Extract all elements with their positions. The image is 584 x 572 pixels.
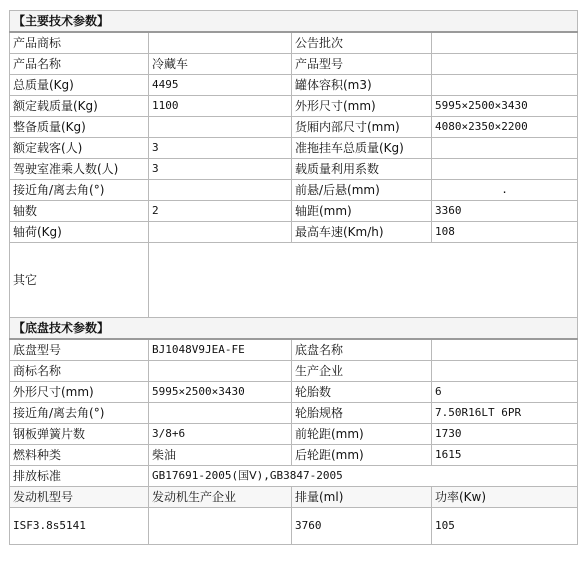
spec-value: 2 [149,201,292,222]
spec-value: 108 [432,222,578,243]
spec-value [432,159,578,180]
engine-header-row [10,487,578,508]
spec-value: 5995×2500×3430 [149,382,292,403]
spec-label: 轴数 [10,201,149,222]
table-row [10,201,578,222]
engine-maker-value [149,508,292,545]
table-row [10,445,578,466]
spec-value: 柴油 [149,445,292,466]
table-row [10,138,578,159]
table-row [10,75,578,96]
spec-label: 外形尺寸(mm) [292,96,432,117]
table-row [10,159,578,180]
spec-value [149,117,292,138]
table-row [10,32,578,54]
spec-value: BJ1048V9JEA-FE [149,339,292,361]
spec-label: 额定载质量(Kg) [10,96,149,117]
spec-value: 7.50R16LT 6PR [432,403,578,424]
spec-label: 后轮距(mm) [292,445,432,466]
chassis-section-title: 【底盘技术参数】 [10,318,578,340]
spec-label: 前轮距(mm) [292,424,432,445]
spec-value [432,361,578,382]
spec-label: 产品型号 [292,54,432,75]
spec-value: . [432,180,578,201]
engine-displacement-value: 3760 [292,508,432,545]
spec-label: 载质量利用系数 [292,159,432,180]
spec-value [149,222,292,243]
spec-label: 轮胎规格 [292,403,432,424]
spec-value: 3 [149,138,292,159]
spec-label: 货厢内部尺寸(mm) [292,117,432,138]
spec-value: 1730 [432,424,578,445]
spec-label: 外形尺寸(mm) [10,382,149,403]
spec-value [432,138,578,159]
spec-value [149,361,292,382]
spec-value: 3/8+6 [149,424,292,445]
spec-label: 生产企业 [292,361,432,382]
spec-label: 底盘名称 [292,339,432,361]
spec-label: 产品商标 [10,32,149,54]
spec-label: 商标名称 [10,361,149,382]
spec-label: 钢板弹簧片数 [10,424,149,445]
spec-label: 公告批次 [292,32,432,54]
spec-label: 额定载客(人) [10,138,149,159]
spec-label: 罐体容积(m3) [292,75,432,96]
table-row [10,96,578,117]
spec-label: 总质量(Kg) [10,75,149,96]
spec-value [432,339,578,361]
spec-label: 准拖挂车总质量(Kg) [292,138,432,159]
spec-label: 驾驶室准乘人数(人) [10,159,149,180]
spec-label: 接近角/离去角(°) [10,180,149,201]
other-label: 其它 [10,243,149,318]
spec-value [432,54,578,75]
spec-label: 接近角/离去角(°) [10,403,149,424]
spec-label: 轴荷(Kg) [10,222,149,243]
main-section-title: 【主要技术参数】 [10,11,578,33]
spec-value [149,403,292,424]
emission-value: GB17691-2005(国Ⅴ),GB3847-2005 [149,466,578,487]
emission-row [10,466,578,487]
engine-header-cell: 发动机型号 [10,487,149,508]
spec-table [9,10,578,545]
table-row [10,222,578,243]
engine-header-cell: 发动机生产企业 [149,487,292,508]
table-row [10,180,578,201]
table-row [10,54,578,75]
engine-data-row [10,508,578,545]
spec-label: 整备质量(Kg) [10,117,149,138]
spec-value: 6 [432,382,578,403]
spec-value: 1615 [432,445,578,466]
engine-model-value: ISF3.8s5141 [10,508,149,545]
spec-label: 燃料种类 [10,445,149,466]
spec-label: 轮胎数 [292,382,432,403]
other-row [10,243,578,318]
table-row [10,339,578,361]
spec-value [432,32,578,54]
table-row [10,382,578,403]
other-value [149,243,578,318]
spec-value: 冷藏车 [149,54,292,75]
emission-label: 排放标准 [10,466,149,487]
table-row [10,361,578,382]
spec-value: 3 [149,159,292,180]
table-row [10,424,578,445]
engine-header-cell: 功率(Kw) [432,487,578,508]
chassis-section-header-row [10,318,578,340]
table-row [10,117,578,138]
spec-value: 4080×2350×2200 [432,117,578,138]
spec-value: 4495 [149,75,292,96]
spec-label: 最高车速(Km/h) [292,222,432,243]
spec-label: 产品名称 [10,54,149,75]
spec-label: 轴距(mm) [292,201,432,222]
spec-label: 前悬/后悬(mm) [292,180,432,201]
spec-value: 3360 [432,201,578,222]
spec-value [432,75,578,96]
engine-power-value: 105 [432,508,578,545]
spec-value: 5995×2500×3430 [432,96,578,117]
main-section-header-row [10,11,578,33]
spec-value: 1100 [149,96,292,117]
table-row [10,403,578,424]
spec-value [149,180,292,201]
spec-label: 底盘型号 [10,339,149,361]
spec-value [149,32,292,54]
engine-header-cell: 排量(ml) [292,487,432,508]
